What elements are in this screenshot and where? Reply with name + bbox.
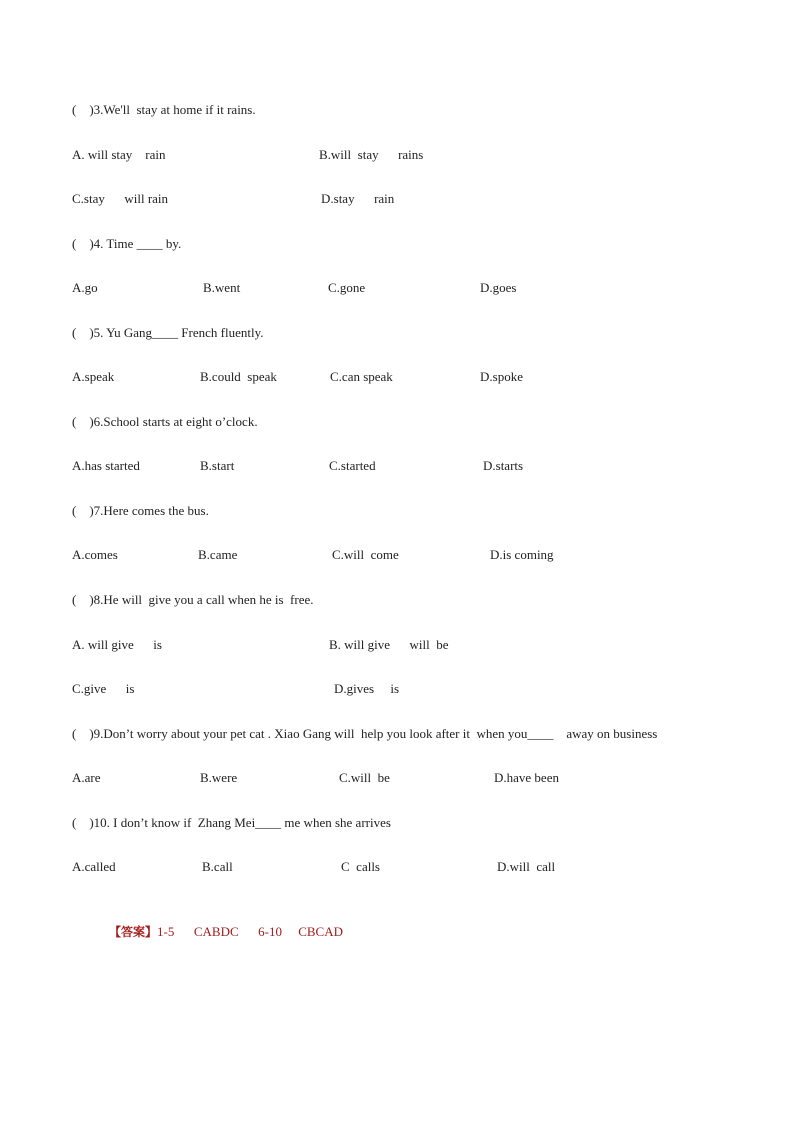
question-5-stem: ( )5. Yu Gang____ French fluently. bbox=[72, 325, 264, 340]
option-d: D.spoke bbox=[480, 369, 523, 384]
option-d: D.starts bbox=[483, 458, 524, 473]
question-3-options-row-2 bbox=[72, 189, 772, 209]
question-5-options bbox=[72, 367, 772, 387]
option-c: C.can speak bbox=[330, 369, 393, 384]
option-a: A.comes bbox=[72, 547, 118, 562]
question-4-stem: ( )4. Time ____ by. bbox=[72, 236, 182, 251]
option-d: D.have been bbox=[494, 770, 559, 785]
option-b: B.were bbox=[200, 770, 238, 785]
option-a: A.speak bbox=[72, 369, 115, 384]
option-a: A. will stay rain bbox=[72, 147, 166, 162]
question-9-options bbox=[72, 768, 772, 788]
option-c: C.give is bbox=[72, 681, 135, 696]
option-c: C.stay will rain bbox=[72, 191, 169, 206]
question-10-options bbox=[72, 857, 772, 877]
answer-text: 1-5 CABDC 6-10 CBCAD bbox=[157, 924, 344, 939]
option-c: C.will come bbox=[332, 547, 399, 562]
option-c: C.will be bbox=[339, 770, 390, 785]
option-a: A.are bbox=[72, 770, 101, 785]
option-c: C calls bbox=[341, 859, 380, 874]
option-d: D.is coming bbox=[490, 547, 554, 562]
question-7-options bbox=[72, 545, 772, 565]
option-d: D.gives is bbox=[334, 681, 399, 696]
option-b: B.call bbox=[202, 859, 233, 874]
question-8-options-row-1 bbox=[72, 635, 772, 655]
option-a: A.go bbox=[72, 280, 98, 295]
option-b: B.could speak bbox=[200, 369, 277, 384]
question-10-stem: ( )10. I don’t know if Zhang Mei____ me when she arrives bbox=[72, 815, 391, 830]
option-c: C.gone bbox=[328, 280, 366, 295]
option-b: B.came bbox=[198, 547, 238, 562]
question-4-options bbox=[72, 278, 772, 298]
answer-key bbox=[96, 902, 344, 939]
question-3-options-row-1 bbox=[72, 145, 772, 165]
option-b: B.went bbox=[203, 280, 241, 295]
option-a: A.called bbox=[72, 859, 116, 874]
question-8-stem: ( )8.He will give you a call when he is free. bbox=[72, 592, 314, 607]
question-9-stem: ( )9.Don’t worry about your pet cat . Xiao Gang will help you look after it when you____ away on business bbox=[72, 726, 658, 741]
question-6-stem: ( )6.School starts at eight o’clock. bbox=[72, 414, 258, 429]
question-8-options-row-2 bbox=[72, 679, 772, 699]
answer-label: 【答案】 bbox=[109, 925, 158, 939]
option-b: B.start bbox=[200, 458, 235, 473]
question-6-options bbox=[72, 456, 772, 476]
option-d: D.will call bbox=[497, 859, 556, 874]
option-d: D.goes bbox=[480, 280, 517, 295]
option-b: B. will give will be bbox=[329, 637, 449, 652]
option-c: C.started bbox=[329, 458, 376, 473]
option-d: D.stay rain bbox=[321, 191, 395, 206]
option-a: A.has started bbox=[72, 458, 140, 473]
option-b: B.will stay rains bbox=[319, 147, 424, 162]
question-7-stem: ( )7.Here comes the bus. bbox=[72, 503, 209, 518]
question-3-stem: ( )3.We'll stay at home if it rains. bbox=[72, 102, 256, 117]
option-a: A. will give is bbox=[72, 637, 162, 652]
